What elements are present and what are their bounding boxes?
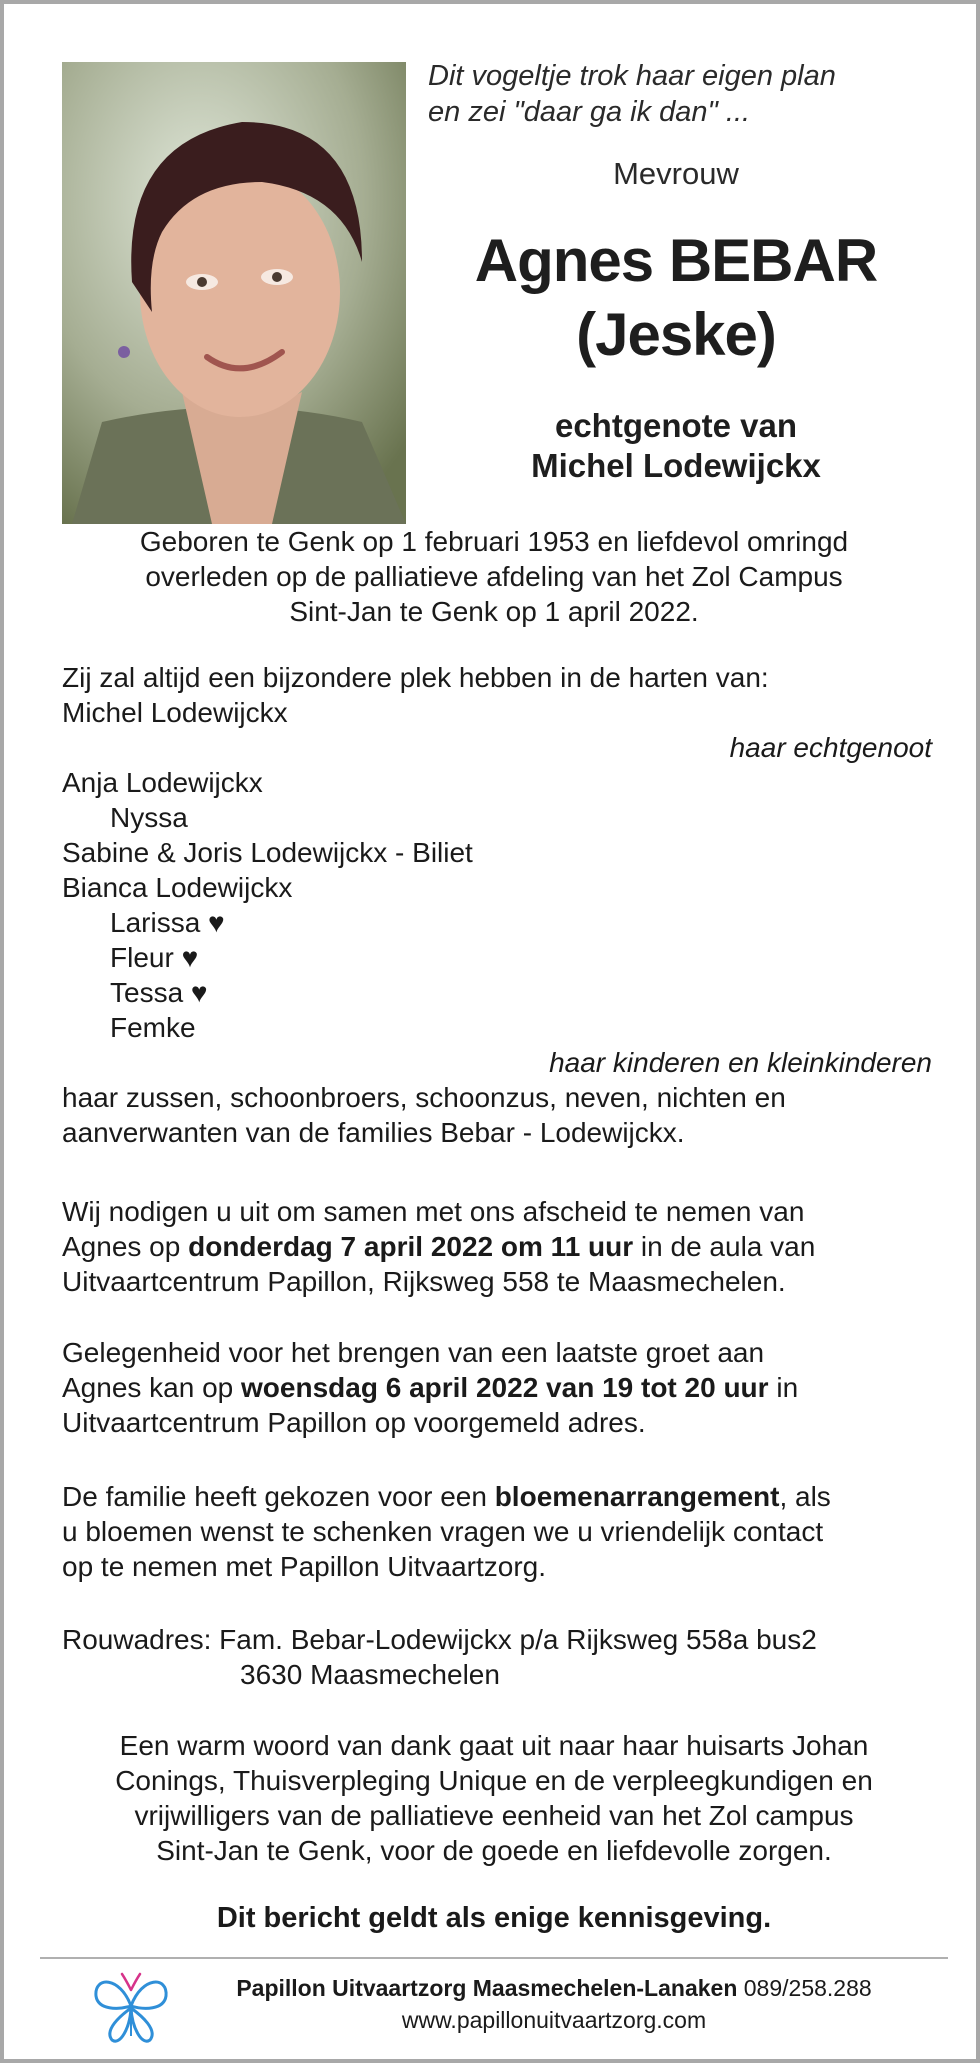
family-member: Tessa ♥ <box>110 977 208 1008</box>
flowers-emphasis: bloemenarrangement <box>494 1481 780 1512</box>
husband-role: haar echtgenoot <box>729 732 932 763</box>
text-line: overleden op de palliatieve afdeling van het Zol Campus <box>145 561 843 592</box>
spouse-relation: echtgenote van <box>554 407 798 444</box>
text-line: Gelegenheid voor het brengen van een laatste groet aan <box>62 1337 765 1368</box>
visitation-info <box>62 1335 932 1440</box>
family-member: Femke <box>110 1012 196 1043</box>
text-run: in de aula van <box>633 1231 816 1262</box>
visitation-date: woensdag 6 april 2022 van 19 tot 20 uur <box>241 1372 769 1403</box>
poem <box>428 58 948 130</box>
family-member: Anja Lodewijckx <box>62 767 263 798</box>
address-line: Rouwadres: Fam. Bebar-Lodewijckx p/a Rijksweg 558a bus2 <box>62 1624 817 1655</box>
deceased-name <box>406 224 946 372</box>
family-member: Nyssa <box>110 802 188 833</box>
address-line: 3630 Maasmechelen <box>240 1659 500 1690</box>
text-line: op te nemen met Papillon Uitvaartzorg. <box>62 1551 547 1582</box>
family-member: Fleur ♥ <box>110 942 199 973</box>
family-member: Sabine & Joris Lodewijckx - Biliet <box>62 837 473 868</box>
family-member: Bianca Lodewijckx <box>62 872 293 903</box>
text-line: Een warm woord van dank gaat uit naar haar huisarts Johan <box>119 1730 869 1761</box>
spouse-block <box>406 406 946 486</box>
company-phone: 089/258.288 <box>737 1975 872 2001</box>
text-run: in <box>768 1372 799 1403</box>
relatives-line: aanverwanten van de families Bebar - Lodewijckx. <box>62 1117 685 1148</box>
text-run: Agnes kan op <box>62 1372 242 1403</box>
text-line: Geboren te Genk op 1 februari 1953 en liefdevol omringd <box>139 526 849 557</box>
company-website[interactable]: www.papillonuitvaartzorg.com <box>401 2007 707 2033</box>
text-line: Conings, Thuisverpleging Unique en de verpleegkundigen en <box>115 1765 873 1796</box>
poem-line: Dit vogeltje trok haar eigen plan <box>428 60 836 92</box>
company-name: Papillon Uitvaartzorg Maasmechelen-Lanaken <box>236 1975 738 2001</box>
butterfly-logo-icon <box>90 1966 172 2048</box>
deceased-name-line: Agnes BEBAR <box>474 227 878 294</box>
text-run: Agnes op <box>62 1231 189 1262</box>
text-line: Uitvaartcentrum Papillon, Rijksweg 558 te Maasmechelen. <box>62 1266 786 1297</box>
family-member: Larissa ♥ <box>110 907 225 938</box>
thanks-message <box>44 1728 944 1868</box>
footer <box>174 1972 934 2036</box>
honorific: Mevrouw <box>613 156 739 191</box>
text-line: vrijwilligers van de palliatieve eenheid van het Zol campus <box>134 1800 854 1831</box>
family-block <box>62 660 932 1150</box>
spouse-name: Michel Lodewijckx <box>531 447 821 484</box>
portrait-illustration <box>62 62 406 524</box>
funeral-invitation <box>62 1194 932 1299</box>
mourning-address <box>62 1622 932 1692</box>
text-line: u bloemen wenst te schenken vragen we u vriendelijk contact <box>62 1516 824 1547</box>
relatives-line: haar zussen, schoonbroers, schoonzus, neven, nichten en <box>62 1082 786 1113</box>
children-role: haar kinderen en kleinkinderen <box>549 1047 932 1078</box>
text-line <box>62 1229 932 1264</box>
funeral-date: donderdag 7 april 2022 om 11 uur <box>188 1231 634 1262</box>
family-husband: Michel Lodewijckx <box>62 697 288 728</box>
text-line: Uitvaartcentrum Papillon op voorgemeld adres. <box>62 1407 646 1438</box>
text-line <box>62 1370 932 1405</box>
poem-line: en zei "daar ga ik dan" ... <box>428 96 751 128</box>
birth-death-details <box>44 524 944 629</box>
text-line: Wij nodigen u uit om samen met ons afscheid te nemen van <box>62 1196 805 1227</box>
divider <box>40 1957 948 1959</box>
text-line <box>62 1479 932 1514</box>
portrait-photo <box>62 62 406 524</box>
footer-company-line <box>174 1972 934 2004</box>
notice: Dit bericht geldt als enige kennisgeving. <box>216 1902 772 1934</box>
flowers-info <box>62 1479 932 1584</box>
text-line: Sint-Jan te Genk op 1 april 2022. <box>289 596 699 627</box>
text-run: , als <box>779 1481 831 1512</box>
family-intro: Zij zal altijd een bijzondere plek hebben in de harten van: <box>62 662 769 693</box>
text-line: Sint-Jan te Genk, voor de goede en liefdevolle zorgen. <box>156 1835 832 1866</box>
deceased-nickname: (Jeske) <box>576 301 776 368</box>
text-run: De familie heeft gekozen voor een <box>62 1481 495 1512</box>
